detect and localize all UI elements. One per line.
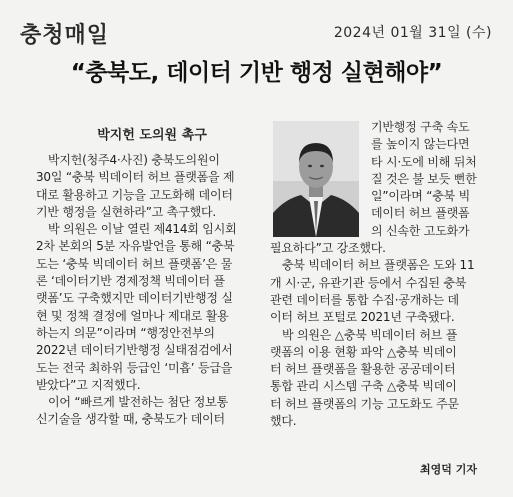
- masthead: [20, 18, 496, 52]
- text-line: 랫폼’도 구축했지만 데이터기반행정 실: [36, 291, 233, 306]
- text-line: 박 의원은 이날 열린 제414회 임시회: [48, 222, 237, 237]
- text-line: 도는 전국 최하위 등급인 ‘미흡’ 등급을: [36, 360, 233, 375]
- text-line: 개 시·군, 유관기관 등에서 수집된 충북: [270, 275, 467, 290]
- text-line: 2022년 데이터기반행정 실태점검에서: [36, 343, 233, 358]
- publication-date: 2024년 01월 31일 (수): [333, 25, 492, 41]
- text-line: 를 높이지 않는다면: [371, 137, 470, 152]
- text-line: 이터 허브 포털로 2021년 구축됐다.: [270, 310, 455, 325]
- text-line: 터 허브 플랫폼의 기능 고도화도 주문: [270, 396, 459, 411]
- text-line: 기반 행정을 실현하라”고 촉구했다.: [36, 204, 216, 219]
- text-line: 데이터 허브 플랫폼: [371, 206, 470, 221]
- text-line: 랫폼의 이용 현황 파악 △충북 빅데이: [270, 344, 457, 359]
- article-headline: “충북도, 데이터 기반 행정 실현해야”: [70, 60, 443, 86]
- article-byline: 최영덕 기자: [420, 463, 477, 476]
- text-line: 필요하다”고 강조했다.: [270, 241, 386, 256]
- article-right-column: [270, 119, 508, 430]
- newspaper-logo: 충청매일: [20, 23, 110, 48]
- text-line: 이어 “빠르게 발전하는 첨단 정보통: [48, 395, 228, 410]
- photo-wrap-text: [371, 119, 508, 240]
- text-line: 터 허브 플랫폼을 활용한 공공데이터: [270, 362, 456, 377]
- text-line: 충북 빅데이터 허브 플랫폼은 도와 11: [282, 258, 475, 273]
- text-line: 했다.: [270, 414, 297, 429]
- text-line: 의 신속한 고도화가: [371, 223, 470, 238]
- text-line: 받았다”고 지적했다.: [36, 377, 141, 392]
- text-line: 신기술을 생각할 때, 충북도가 데이터: [36, 412, 225, 427]
- text-line: 일”이라며 “충북 빅: [371, 189, 471, 204]
- article-left-column: [36, 152, 272, 429]
- text-line: 관련 데이터를 통합 수집·공개하는 데: [270, 292, 459, 307]
- text-line: 도는 ‘충북 빅데이터 허브 플랫폼’은 물: [36, 256, 233, 271]
- text-line: 타 시·도에 비해 뒤처: [371, 154, 477, 169]
- text-line: 대로 활용하고 기능을 고도화해 데이터: [36, 187, 233, 202]
- text-line: 박지헌(청주4·사진) 충북도의원이: [48, 153, 220, 167]
- text-line: 통합 관리 시스템 구축 △충북 빅데이: [270, 379, 457, 394]
- article-subhead: 박지헌 도의원 촉구: [97, 128, 207, 143]
- text-line: 박 의원은 △충북 빅데이터 허브 플: [282, 327, 458, 342]
- text-line: 현 및 정책 결정에 얼마나 제대로 활용: [36, 308, 229, 323]
- text-line: 30일 “충북 빅데이터 허브 플랫폼을 제: [36, 170, 235, 185]
- text-line: 기반행정 구축 속도: [371, 120, 470, 134]
- text-line: 하는지 의문”이라며 “행정안전부의: [36, 325, 215, 340]
- text-line: 론 ‘데이터기반 경제정책 빅데이터 플: [36, 274, 225, 289]
- text-line: 2차 본회의 5분 자유발언을 통해 “충북: [36, 239, 235, 254]
- text-line: 질 것은 불 보듯 뻔한: [371, 171, 477, 186]
